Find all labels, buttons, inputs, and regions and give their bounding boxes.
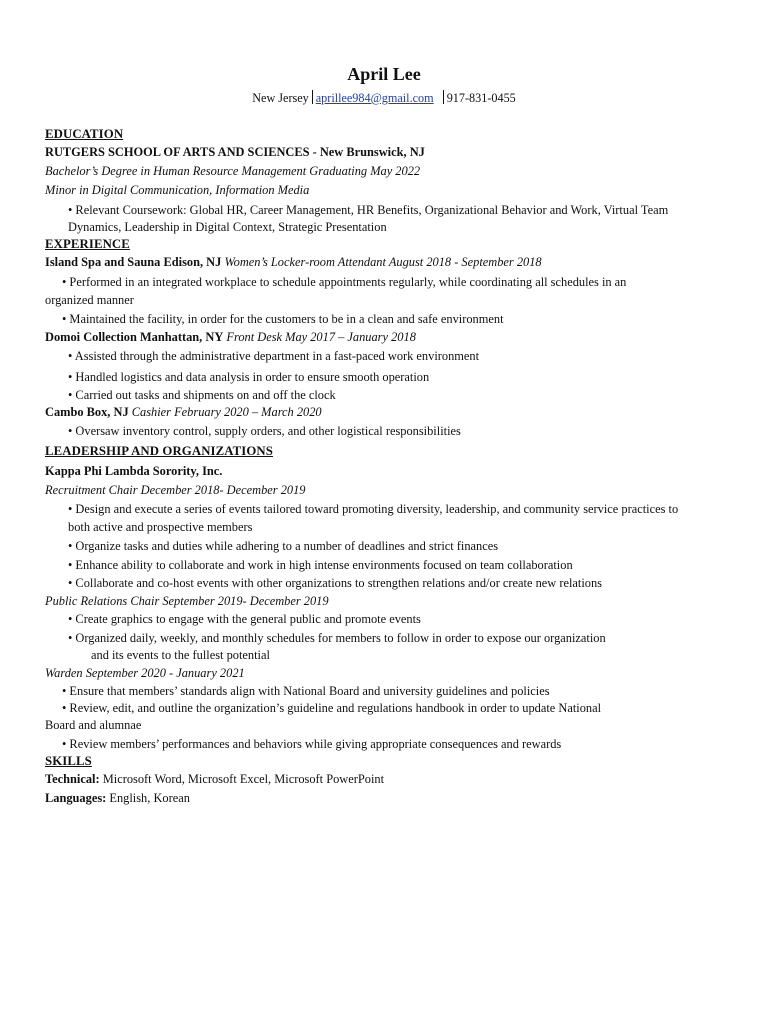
job2-org: Domoi Collection Manhattan, NY [45,330,224,344]
role3-bullet-2-line-2: Board and alumnae [45,718,142,732]
role1-bullet-1-line-2: both active and prospective members [68,520,253,534]
technical-value: Microsoft Word, Microsoft Excel, Microsoft PowerPoint [102,772,385,786]
job1-role: Women’s Locker-room Attendant August 2018 - September 2018 [224,255,542,269]
role-2: Public Relations Chair September 2019- December 2019 [45,594,329,608]
role3-bullet-1: • Ensure that members’ standards align with National Board and university guidelines and policies [62,684,550,698]
role3-bullet-3: • Review members’ performances and behaviors while giving appropriate consequences and rewards [62,737,562,751]
location: New Jersey [252,91,309,105]
job3-bullet-1: • Oversaw inventory control, supply orders, and other logistical responsibilities [68,424,461,438]
minor: Minor in Digital Communication, Information Media [45,183,310,197]
job3-title [45,403,322,422]
skills-technical [45,770,384,789]
degree: Bachelor’s Degree in Human Resource Management Graduating May 2022 [45,164,421,178]
job1-bullet-1-line-1: • Performed in an integrated workplace to schedule appointments regularly, while coordinating all schedules in an [62,275,627,289]
job2-bullet-1: • Assisted through the administrative department in a fast-paced work environment [68,349,480,363]
role-3: Warden September 2020 - January 2021 [45,666,245,680]
languages-label: Languages: [45,791,107,805]
job1-bullet-1-line-2: organized manner [45,293,134,307]
experience-heading: EXPERIENCE [45,237,130,251]
job1-bullet-2: • Maintained the facility, in order for the customers to be in a clean and safe environment [62,312,504,326]
resume-name: April Lee [347,64,421,84]
separator [443,90,444,104]
role2-bullet-2-line-1: • Organized daily, weekly, and monthly schedules for members to follow in order to expose our organization [68,631,606,645]
coursework-line-2: Dynamics, Leadership in Digital Context, Strategic Presentation [68,220,387,234]
phone: 917-831-0455 [446,91,516,105]
job2-bullet-3: • Carried out tasks and shipments on and off the clock [68,388,336,402]
job3-role: Cashier February 2020 – March 2020 [131,405,322,419]
job2-bullet-2: • Handled logistics and data analysis in order to ensure smooth operation [68,370,430,384]
role1-bullet-2: • Organize tasks and duties while adhering to a number of deadlines and strict finances [68,539,499,553]
coursework-line-1: • Relevant Coursework: Global HR, Career Management, HR Benefits, Organizational Behavior and Work, Virtual Team [68,203,669,217]
org-name: Kappa Phi Lambda Sorority, Inc. [45,464,223,478]
languages-value: English, Korean [109,791,190,805]
role1-bullet-4: • Collaborate and co-host events with other organizations to strengthen relations and/or create new relations [68,576,602,590]
education-heading: EDUCATION [45,127,124,141]
role3-bullet-2-line-1: • Review, edit, and outline the organization’s guideline and regulations handbook in order to update National [62,701,602,715]
role1-bullet-3: • Enhance ability to collaborate and work in high intense environments focused on team collaboration [68,558,573,572]
role1-bullet-1-line-1: • Design and execute a series of events tailored toward promoting diversity, leadership, and community service practices to [68,502,679,516]
separator [312,90,313,104]
job1-title [45,253,542,272]
job2-title [45,328,416,347]
skills-heading: SKILLS [45,754,92,768]
leadership-heading: LEADERSHIP AND ORGANIZATIONS [45,444,273,458]
role2-bullet-2-line-2: and its events to the fullest potential [91,648,270,662]
skills-languages [45,789,190,808]
role-1: Recruitment Chair December 2018- December 2019 [45,483,306,497]
contact-line [0,89,768,108]
technical-label: Technical: [45,772,100,786]
job1-org: Island Spa and Sauna Edison, NJ [45,255,222,269]
email-link[interactable]: aprillee984@gmail.com [315,91,434,105]
job3-org: Cambo Box, NJ [45,405,129,419]
role2-bullet-1: • Create graphics to engage with the general public and promote events [68,612,421,626]
school-name: RUTGERS SCHOOL OF ARTS AND SCIENCES - New Brunswick, NJ [45,145,425,159]
job2-role: Front Desk May 2017 – January 2018 [226,330,416,344]
